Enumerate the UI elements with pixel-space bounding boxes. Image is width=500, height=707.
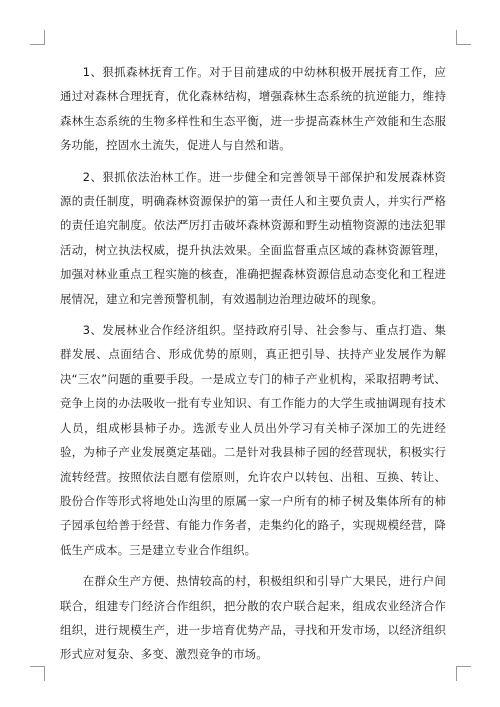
paragraph-law-enforcement: 2、狠抓依法治林工作。进一步健全和完善领导干部保护和发展森林资源的责任制度，明确森林资源保护的第一责任人和主要负责人，并实行严格的责任追究制度。依法严厉打击破坏森林资源和野生动植物资源的违法犯罪活动，树立执法权威，提升执法效果。全面监督重点区域的森林资源管理，加强对林业重点工程实施的核查，准确把握森林资源信息动态变化和工程进展情况，建立和完善预警机制，有效遏制边治理边破坏的现象。 <box>60 169 446 306</box>
document-body <box>60 60 446 674</box>
crop-mark-top-right <box>456 30 471 45</box>
crop-mark-bottom-left <box>30 666 45 681</box>
crop-mark-bottom-right <box>456 666 471 681</box>
paragraph-forest-tending: 1、狠抓森林抚育工作。对于目前建成的中幼林积极开展抚育工作，应通过对森林合理抚育，优化森林结构，增强森林生态系统的抗逆能力，维持森林生态系统的生物多样性和生态平衡，进一步提高森林生产效能和生态服务功能，控固水土流失，促进人与自然和谐。 <box>60 65 446 153</box>
paragraph-village-cooperation: 在群众生产方便、热情较高的村，积极组织和引导广大果民，进行户间联合，组建专门经济合作组织，把分散的农户联合起来，组成农业经济合作组织，进行规模生产，进一步培育优势产品，寻找和开发市场，以经济组织形式应对复杂、多变、激烈竞争的市场。 <box>60 574 446 662</box>
crop-mark-top-left <box>30 30 45 45</box>
paragraph-cooperative-organization: 3、发展林业合作经济组织。坚持政府引导、社会参与、重点打造、集群发展、点面结合、形成优势的原则，真正把引导、扶持产业发展作为解决“三农”问题的重要手段。一是成立专门的柿子产业机构，采取招聘考试、竞争上岗的办法吸收一批有专业知识、有工作能力的大学生或抽调现有技术人员，组成彬县柿子办。选派专业人员出外学习有关柿子深加工的先进经验，为柿子产业发展奠定基础。二是针对我县柿子园的经营现状，积极实行流转经营。按照依法自愿有偿原则，允许农户以转包、出租、互换、转让、股份合作等形式将地处山沟里的原属一家一户所有的柿子树及集体所有的柿子园承包给善于经营、有能力作务者，走集约化的路子，实现规模经营，降低生产成本。三是建立专业合作组织。 <box>60 323 446 557</box>
